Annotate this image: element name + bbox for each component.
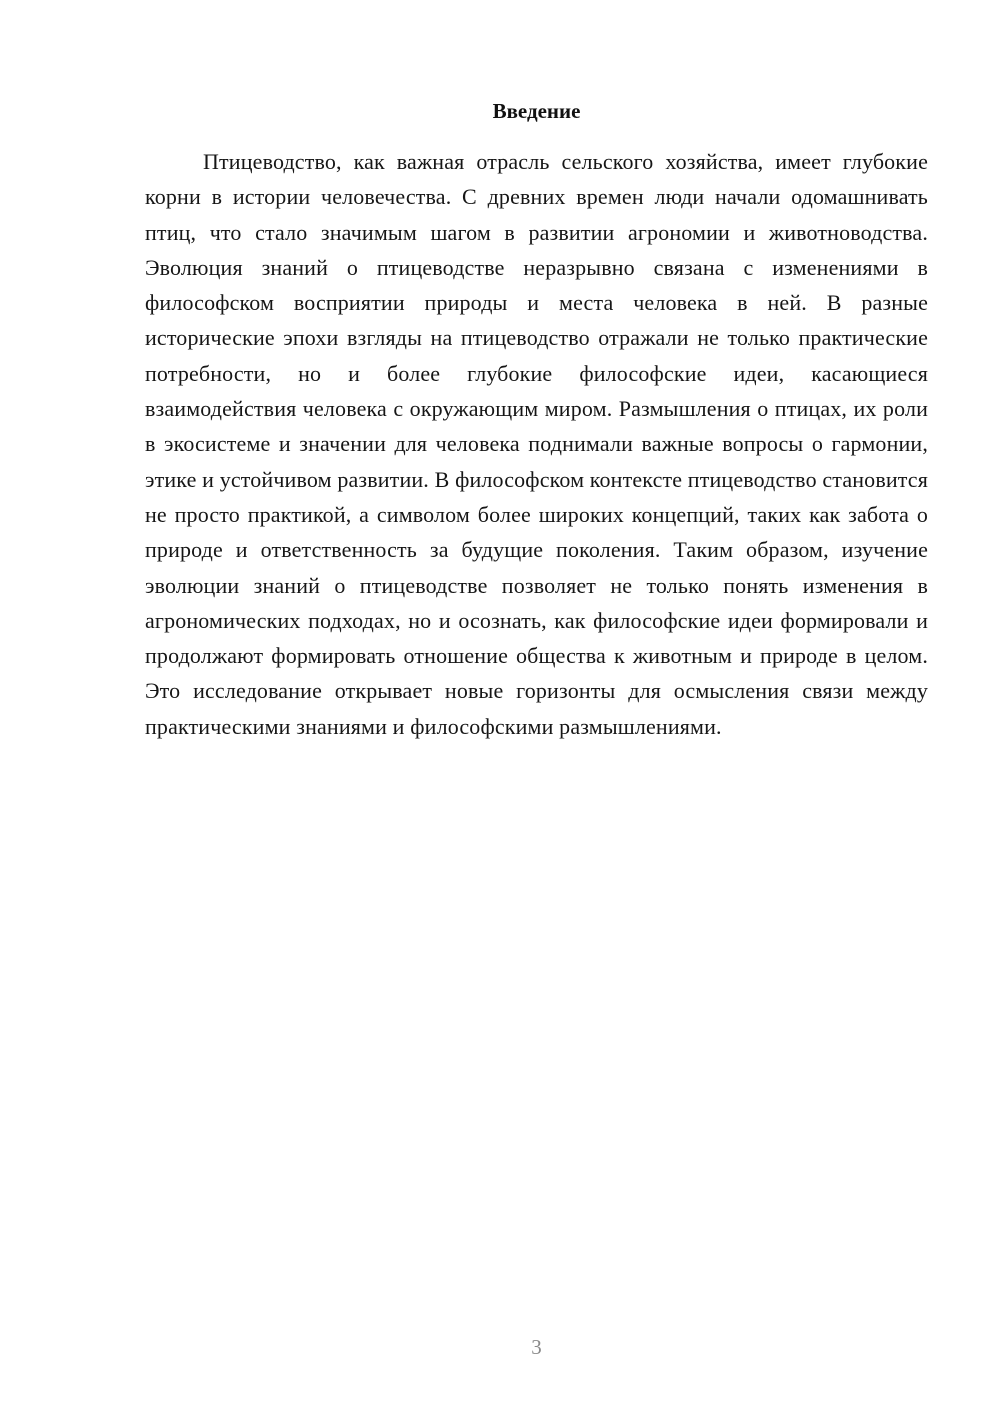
body-paragraph: Птицеводство, как важная отрасль сельского хозяйства, имеет глубокие корни в истории человечества. С древних времен люди начали одомашнивать птиц, что стало значимым шагом в развитии агрономии и животноводства. Эволюция знаний о птицеводстве неразрывно связана с изменениями в философском восприятии природы и места человека в ней. В разные исторические эпохи взгляды на птицеводство отражали не только практические потребности, но и более глубокие философские идеи, касающиеся взаимодействия человека с окружающим миром. Размышления о птицах, их роли в экосистеме и значении для человека поднимали важные вопросы о гармонии, этике и устойчивом развитии. В философском контексте птицеводство становится не просто практикой, а символом более широких концепций, таких как забота о природе и ответственность за будущие поколения. Таким образом, изучение эволюции знаний о птицеводстве позволяет не только понять изменения в агрономических подходах, но и осознать, как философские идеи формировали и продолжают формировать отношение общества к животным и природе в целом. Это исследование открывает новые горизонты для осмысления связи между практическими знаниями и философскими размышлениями. bbox=[145, 149, 928, 739]
section-heading: Введение bbox=[492, 99, 581, 123]
page-number: 3 bbox=[531, 1335, 542, 1359]
